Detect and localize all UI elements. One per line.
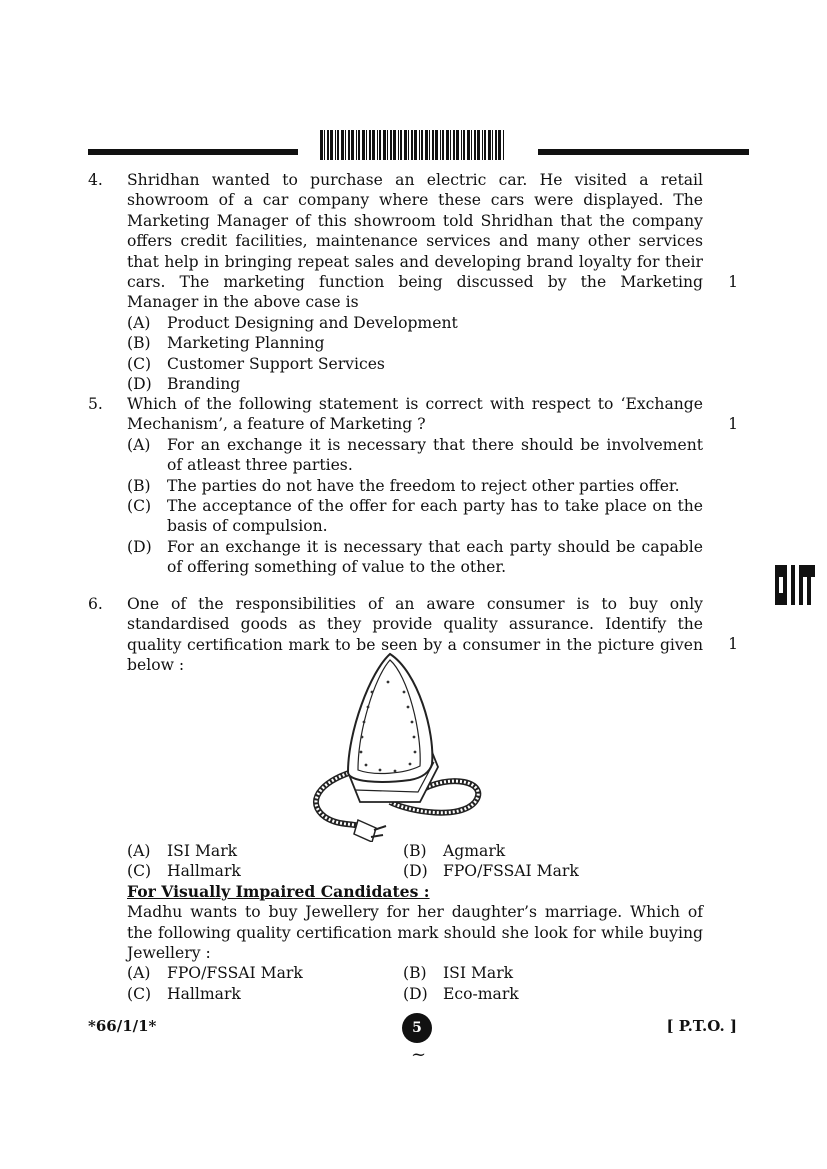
question-text: Which of the following statement is correct with respect to ‘Exchange Mechanism’, a feature of Marketing ? bbox=[127, 395, 703, 434]
header-rule-left bbox=[88, 149, 298, 155]
option-row bbox=[127, 861, 703, 881]
question-marks: 1 bbox=[728, 415, 738, 433]
option: (D) FPO/FSSAI Mark bbox=[403, 862, 579, 881]
option: (B) ISI Mark bbox=[403, 964, 514, 983]
pto-label: [ P.T.O. ] bbox=[666, 1017, 737, 1035]
footer-tilde: ~ bbox=[411, 1044, 427, 1065]
page-number: 5 bbox=[402, 1013, 432, 1043]
option: (D) For an exchange it is necessary that each party should be capable of offering something of value to the other. bbox=[127, 537, 703, 577]
question-marks: 1 bbox=[728, 273, 738, 291]
question-4 bbox=[88, 170, 738, 394]
barcode-icon bbox=[320, 130, 506, 160]
option: (A) ISI Mark bbox=[127, 842, 238, 860]
option: (C) Customer Support Services bbox=[127, 354, 385, 373]
question-5 bbox=[88, 394, 738, 578]
question-number: 5. bbox=[88, 395, 103, 413]
question-6-options bbox=[88, 841, 738, 1004]
option: (A) For an exchange it is necessary that there should be involvement of atleast three parties. bbox=[127, 435, 703, 475]
qr-code-icon bbox=[775, 565, 815, 605]
option: (B) Agmark bbox=[403, 842, 506, 860]
question-text: Shridhan wanted to purchase an electric car. He visited a retail showroom of a car company where these cars were displayed. The Marketing Manager of this showroom told Shridhan that the company offers credit facilities, maintenance services and many other services that help in bringing repeat sales and developing brand loyalty for their cars. The marketing function being discussed by the Marketing Manager in the above case is bbox=[127, 171, 703, 312]
option: (C) Hallmark bbox=[127, 862, 241, 881]
option: (B) Marketing Planning bbox=[127, 334, 325, 353]
question-text: One of the responsibilities of an aware consumer is to buy only standardised goods as they provide quality assurance. Identify the quality certification mark to be seen by a consumer in the picture given below : bbox=[127, 595, 703, 675]
header-rule-right bbox=[538, 149, 749, 155]
visually-impaired-heading: For Visually Impaired Candidates : bbox=[127, 881, 430, 901]
question-number: 4. bbox=[88, 171, 103, 189]
option: (A) FPO/FSSAI Mark bbox=[127, 964, 303, 983]
option: (A) Product Designing and Development bbox=[127, 313, 458, 332]
option: (C) The acceptance of the offer for each party has to take place on the basis of compulsion. bbox=[127, 497, 703, 536]
electric-iron-icon bbox=[300, 652, 500, 842]
option-row bbox=[127, 963, 703, 983]
option: (D) Eco-mark bbox=[403, 984, 519, 1003]
question-marks: 1 bbox=[728, 635, 738, 653]
option-row bbox=[127, 984, 703, 1004]
option: (D) Branding bbox=[127, 375, 241, 394]
option-row bbox=[127, 841, 703, 861]
paper-code: *66/1/1* bbox=[88, 1017, 157, 1035]
visually-impaired-text: Madhu wants to buy Jewellery for her daughter’s marriage. Which of the following quality certification mark should she look for while buying Jewellery : bbox=[127, 903, 703, 963]
question-number: 6. bbox=[88, 595, 103, 613]
option: (C) Hallmark bbox=[127, 984, 241, 1003]
option: (B) The parties do not have the freedom to reject other parties offer. bbox=[127, 476, 680, 495]
